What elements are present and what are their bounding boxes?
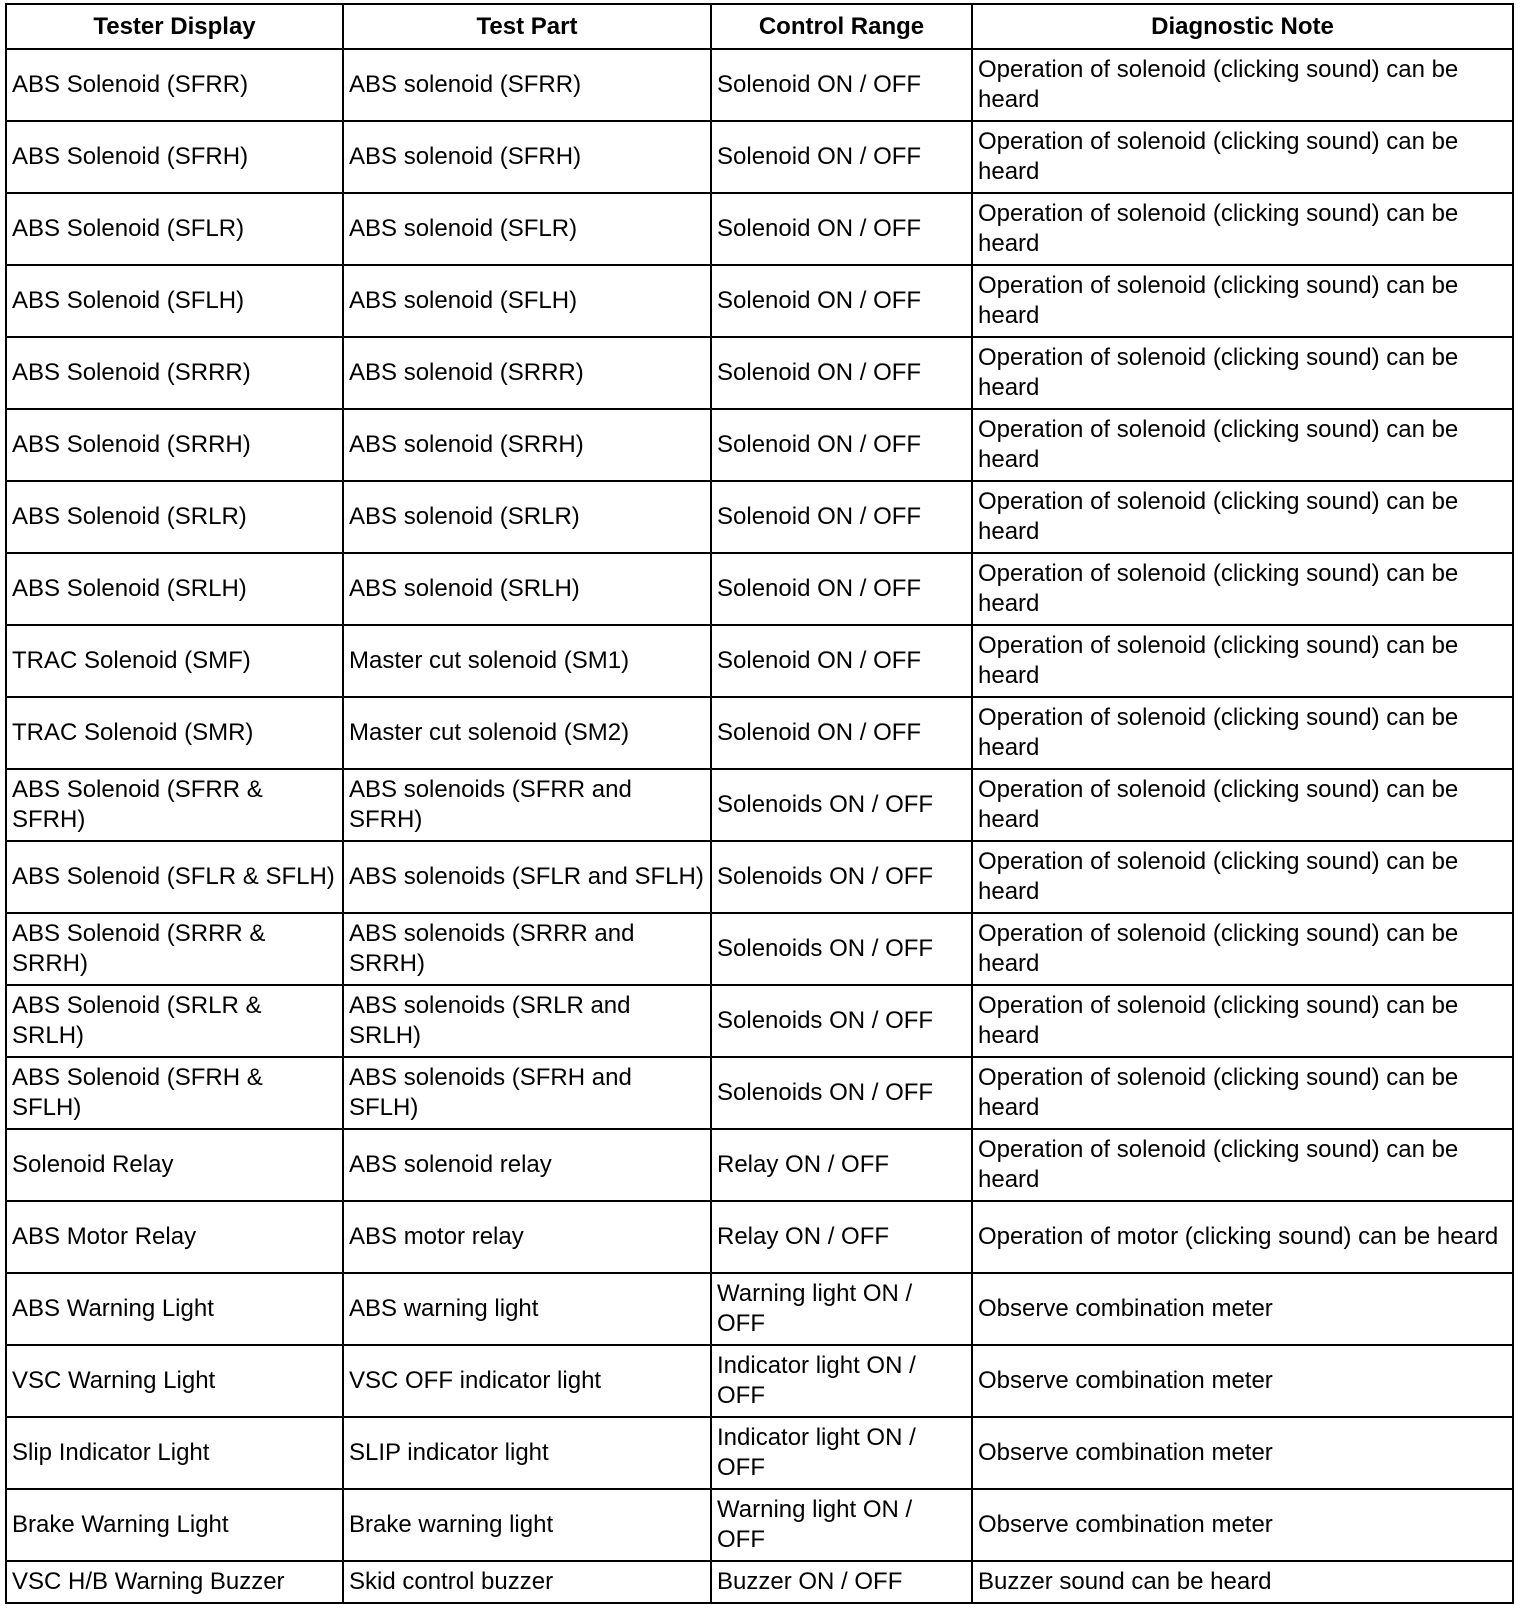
cell-control-range: Solenoid ON / OFF [711, 625, 972, 697]
cell-tester-display: ABS Solenoid (SRRH) [6, 409, 343, 481]
cell-diagnostic-note: Operation of solenoid (clicking sound) can be heard [972, 409, 1513, 481]
cell-tester-display: TRAC Solenoid (SMR) [6, 697, 343, 769]
cell-diagnostic-note: Operation of solenoid (clicking sound) can be heard [972, 553, 1513, 625]
table-row [6, 121, 1513, 193]
cell-diagnostic-note: Operation of solenoid (clicking sound) can be heard [972, 49, 1513, 121]
cell-diagnostic-note: Operation of solenoid (clicking sound) can be heard [972, 985, 1513, 1057]
cell-diagnostic-note: Operation of solenoid (clicking sound) can be heard [972, 1129, 1513, 1201]
table-row [6, 985, 1513, 1057]
cell-tester-display: ABS Solenoid (SRLH) [6, 553, 343, 625]
cell-tester-display: ABS Solenoid (SFRR & SFRH) [6, 769, 343, 841]
active-test-table-container [5, 3, 1514, 1604]
cell-tester-display: ABS Solenoid (SFRH) [6, 121, 343, 193]
header-row [6, 4, 1513, 49]
cell-tester-display: ABS Solenoid (SFRH & SFLH) [6, 1057, 343, 1129]
cell-control-range: Solenoid ON / OFF [711, 409, 972, 481]
cell-control-range: Solenoid ON / OFF [711, 193, 972, 265]
cell-control-range: Solenoid ON / OFF [711, 697, 972, 769]
cell-diagnostic-note: Operation of solenoid (clicking sound) can be heard [972, 193, 1513, 265]
cell-tester-display: ABS Solenoid (SRLR) [6, 481, 343, 553]
cell-diagnostic-note: Operation of motor (clicking sound) can be heard [972, 1201, 1513, 1273]
header-tester-display: Tester Display [6, 4, 343, 49]
cell-tester-display: ABS Solenoid (SFLH) [6, 265, 343, 337]
table-row [6, 409, 1513, 481]
cell-control-range: Warning light ON / OFF [711, 1489, 972, 1561]
table-row [6, 1057, 1513, 1129]
cell-control-range: Solenoid ON / OFF [711, 265, 972, 337]
cell-test-part: ABS solenoid (SFLH) [343, 265, 711, 337]
cell-diagnostic-note: Operation of solenoid (clicking sound) can be heard [972, 769, 1513, 841]
cell-tester-display: Solenoid Relay [6, 1129, 343, 1201]
cell-control-range: Relay ON / OFF [711, 1129, 972, 1201]
cell-diagnostic-note: Observe combination meter [972, 1417, 1513, 1489]
cell-test-part: ABS solenoid (SRRH) [343, 409, 711, 481]
cell-control-range: Solenoids ON / OFF [711, 913, 972, 985]
cell-test-part: Skid control buzzer [343, 1561, 711, 1603]
cell-control-range: Solenoids ON / OFF [711, 1057, 972, 1129]
cell-control-range: Solenoid ON / OFF [711, 337, 972, 409]
cell-test-part: VSC OFF indicator light [343, 1345, 711, 1417]
table-row [6, 697, 1513, 769]
cell-diagnostic-note: Observe combination meter [972, 1273, 1513, 1345]
table-row [6, 1561, 1513, 1603]
cell-test-part: Master cut solenoid (SM2) [343, 697, 711, 769]
table-row [6, 481, 1513, 553]
active-test-table [5, 3, 1514, 1604]
table-row [6, 841, 1513, 913]
cell-control-range: Indicator light ON / OFF [711, 1345, 972, 1417]
cell-control-range: Solenoids ON / OFF [711, 985, 972, 1057]
cell-control-range: Indicator light ON / OFF [711, 1417, 972, 1489]
cell-control-range: Solenoid ON / OFF [711, 121, 972, 193]
table-row [6, 1417, 1513, 1489]
cell-diagnostic-note: Operation of solenoid (clicking sound) can be heard [972, 337, 1513, 409]
cell-tester-display: TRAC Solenoid (SMF) [6, 625, 343, 697]
cell-tester-display: ABS Solenoid (SFLR) [6, 193, 343, 265]
cell-test-part: ABS solenoids (SFRR and SFRH) [343, 769, 711, 841]
cell-test-part: ABS solenoid (SRLH) [343, 553, 711, 625]
cell-control-range: Warning light ON / OFF [711, 1273, 972, 1345]
cell-tester-display: ABS Solenoid (SRLR & SRLH) [6, 985, 343, 1057]
cell-diagnostic-note: Operation of solenoid (clicking sound) can be heard [972, 697, 1513, 769]
cell-tester-display: ABS Solenoid (SFLR & SFLH) [6, 841, 343, 913]
cell-tester-display: ABS Solenoid (SFRR) [6, 49, 343, 121]
cell-test-part: ABS motor relay [343, 1201, 711, 1273]
table-row [6, 1273, 1513, 1345]
cell-test-part: ABS solenoids (SFRH and SFLH) [343, 1057, 711, 1129]
cell-test-part: ABS solenoids (SRRR and SRRH) [343, 913, 711, 985]
cell-test-part: SLIP indicator light [343, 1417, 711, 1489]
header-test-part: Test Part [343, 4, 711, 49]
table-row [6, 913, 1513, 985]
table-row [6, 49, 1513, 121]
cell-diagnostic-note: Observe combination meter [972, 1489, 1513, 1561]
cell-diagnostic-note: Operation of solenoid (clicking sound) can be heard [972, 625, 1513, 697]
cell-diagnostic-note: Operation of solenoid (clicking sound) can be heard [972, 481, 1513, 553]
cell-control-range: Solenoid ON / OFF [711, 481, 972, 553]
cell-diagnostic-note: Operation of solenoid (clicking sound) can be heard [972, 913, 1513, 985]
cell-diagnostic-note: Operation of solenoid (clicking sound) can be heard [972, 265, 1513, 337]
cell-diagnostic-note: Operation of solenoid (clicking sound) can be heard [972, 121, 1513, 193]
cell-diagnostic-note: Operation of solenoid (clicking sound) can be heard [972, 1057, 1513, 1129]
table-row [6, 1345, 1513, 1417]
cell-test-part: ABS solenoid (SFRH) [343, 121, 711, 193]
table-row [6, 265, 1513, 337]
cell-tester-display: VSC H/B Warning Buzzer [6, 1561, 343, 1603]
table-row [6, 553, 1513, 625]
cell-control-range: Solenoid ON / OFF [711, 49, 972, 121]
table-row [6, 625, 1513, 697]
cell-tester-display: ABS Solenoid (SRRR & SRRH) [6, 913, 343, 985]
cell-control-range: Solenoid ON / OFF [711, 553, 972, 625]
cell-diagnostic-note: Buzzer sound can be heard [972, 1561, 1513, 1603]
table-row [6, 1489, 1513, 1561]
cell-test-part: ABS solenoids (SFLR and SFLH) [343, 841, 711, 913]
cell-diagnostic-note: Observe combination meter [972, 1345, 1513, 1417]
header-diagnostic-note: Diagnostic Note [972, 4, 1513, 49]
cell-tester-display: VSC Warning Light [6, 1345, 343, 1417]
cell-test-part: ABS solenoid (SFRR) [343, 49, 711, 121]
cell-test-part: ABS solenoid (SRLR) [343, 481, 711, 553]
cell-test-part: ABS warning light [343, 1273, 711, 1345]
cell-test-part: Master cut solenoid (SM1) [343, 625, 711, 697]
cell-control-range: Solenoids ON / OFF [711, 769, 972, 841]
cell-tester-display: ABS Warning Light [6, 1273, 343, 1345]
table-row [6, 1201, 1513, 1273]
header-control-range: Control Range [711, 4, 972, 49]
cell-tester-display: ABS Motor Relay [6, 1201, 343, 1273]
table-row [6, 193, 1513, 265]
cell-tester-display: Slip Indicator Light [6, 1417, 343, 1489]
cell-test-part: ABS solenoid (SRRR) [343, 337, 711, 409]
cell-test-part: ABS solenoid relay [343, 1129, 711, 1201]
cell-test-part: ABS solenoid (SFLR) [343, 193, 711, 265]
table-row [6, 769, 1513, 841]
cell-test-part: Brake warning light [343, 1489, 711, 1561]
cell-test-part: ABS solenoids (SRLR and SRLH) [343, 985, 711, 1057]
cell-control-range: Buzzer ON / OFF [711, 1561, 972, 1603]
table-row [6, 337, 1513, 409]
cell-tester-display: Brake Warning Light [6, 1489, 343, 1561]
cell-diagnostic-note: Operation of solenoid (clicking sound) can be heard [972, 841, 1513, 913]
cell-control-range: Relay ON / OFF [711, 1201, 972, 1273]
table-row [6, 1129, 1513, 1201]
cell-tester-display: ABS Solenoid (SRRR) [6, 337, 343, 409]
cell-control-range: Solenoids ON / OFF [711, 841, 972, 913]
